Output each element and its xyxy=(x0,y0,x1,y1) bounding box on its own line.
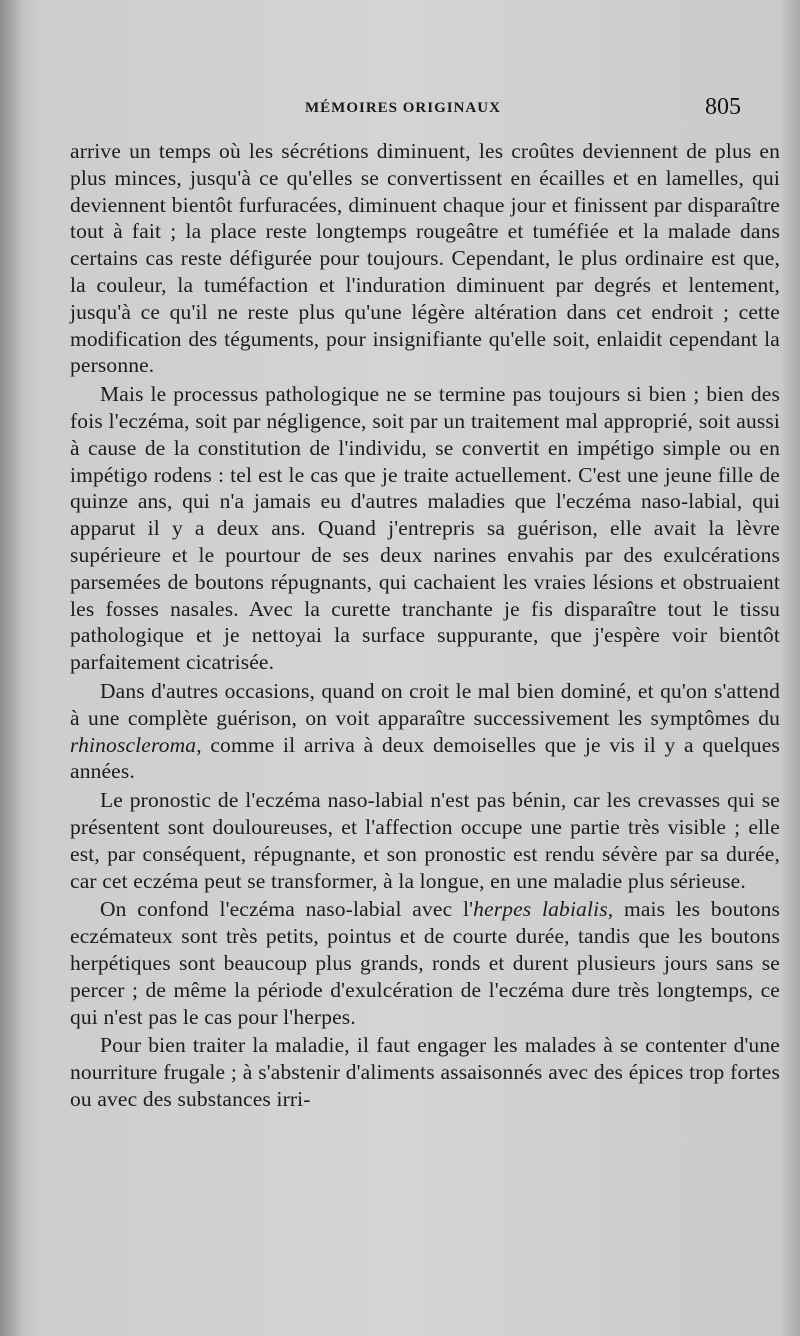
paragraph-text: On confond l'eczéma naso-labial avec l' xyxy=(100,897,474,922)
page-header xyxy=(0,92,800,132)
page-number: 805 xyxy=(705,94,741,120)
paragraph xyxy=(70,678,780,785)
paragraph-text: , mais les boutons eczémateux sont très petits, pointus et de courte durée, tandis que les boutons herpétiques sont beaucoup plus grands, ronds et durent plusieurs jours sans se percer ; de même la période d'exulcération de l'eczéma dure très longtemps, ce qui n'est pas le cas pour l'herpes. xyxy=(70,897,780,1029)
paragraph: Mais le processus pathologique ne se termine pas toujours si bien ; bien des fois l'eczéma, soit par négligence, soit par un traitement mal approprié, soit aussi à cause de la constitution de l'individu, se convertit en impétigo simple ou en impétigo rodens : tel est le cas que je traite actuellement. C'est une jeune fille de quinze ans, qui n'a jamais eu d'autres maladies que l'eczéma naso-labial, qui apparut il y a deux ans. Quand j'entrepris sa guérison, elle avait la lèvre supérieure et le pourtour de ses deux narines envahis par des exulcérations parsemées de boutons répugnants, qui cachaient les vraies lésions et obstruaient les fosses nasales. Avec la curette tranchante je fis disparaître tout le tissu pathologique et je nettoyai la surface suppurante, que j'espère voir bientôt parfaitement cicatrisée. xyxy=(70,382,780,675)
paragraph xyxy=(70,896,780,1030)
body-text xyxy=(70,138,780,1115)
paragraph-text: Dans d'autres occasions, quand on croit le mal bien dominé, et qu'on s'attend à une complète guérison, on voit apparaître successivement les symptômes du xyxy=(70,678,780,730)
paragraph: Le pronostic de l'eczéma naso-labial n'est pas bénin, car les crevasses qui se présentent sont douloureuses, et l'affection occupe une partie très visible ; elle est, par conséquent, répugnante, et son pronostic est rendu sévère par sa durée, car cet eczéma peut se transformer, à la longue, en une maladie plus sérieuse. xyxy=(70,788,780,893)
italic-term: herpes labialis xyxy=(473,897,608,922)
italic-term: rhinoscleroma xyxy=(70,732,197,757)
running-title: MÉMOIRES ORIGINAUX xyxy=(305,100,501,116)
paragraph-text: , comme il arriva à deux demoiselles que je vis il y a quelques années. xyxy=(70,732,780,784)
paragraph: arrive un temps où les sécrétions diminuent, les croûtes deviennent de plus en plus minces, jusqu'à ce qu'elles se convertissent en écailles et en lamelles, qui deviennent bientôt furfuracées, diminuent chaque jour et finissent par disparaître tout à fait ; la place reste longtemps rougeâtre et tuméfiée et la malade dans certains cas reste défigurée pour toujours. Cependant, le plus ordinaire est que, la couleur, la tuméfaction et l'induration diminuent par degrés et lentement, jusqu'à ce qu'il ne reste plus qu'une légère altération dans cet endroit ; cette modification des téguments, pour insignifiante qu'elle soit, enlaidit cependant la personne. xyxy=(70,139,780,378)
paragraph: Pour bien traiter la maladie, il faut engager les malades à se contenter d'une nourriture frugale ; à s'abstenir d'aliments assaisonnés avec des épices trop fortes ou avec des substances irri- xyxy=(70,1033,780,1111)
page-spine-shadow xyxy=(0,0,22,1336)
